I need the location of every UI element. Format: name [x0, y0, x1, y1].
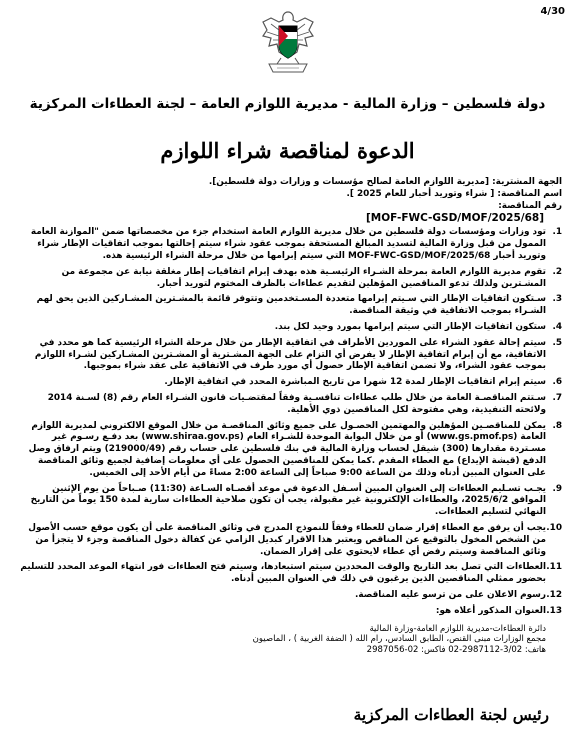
government-line: دولة فلسطين – وزارة المالية - مديرية اللوازم العامة – لجنة العطاءات المركزية — [29, 96, 546, 112]
list-item: 4. ستكون اتفاقيات الإطار التي سيتم إبرامها بمورد وحيد لكل بند. — [274, 321, 562, 332]
item-text: تقوم مديرية اللوازم العامة بمرحلة الشـراء الرئيسـية هذه بهدف إبرام اتفاقيات إطار مغلقة نيابة عن مجموعة من المشـترين ولذلك تدعو المناقصين المؤهلين لتقديم عطاءات بالظرف المختوم لتوريد أحبار. — [61, 266, 546, 289]
item-text: رسوم الاعلان على من ترسو عليه المناقصة. — [354, 589, 546, 600]
list-item: 9. يجـب تسـليم العطاءات إلى العنوان المبين أسـفل الدعوة في موعد أقصـاه السـاعة (11:30) صـباحاً من يوم الإثنين الموافق 2025/6/2، والعطاءات الإلكترونية غير مقبولة، يجب أن تكون صلاحية العطاءات سارية لمدة 150 يوماً من التاريخ النهائي لتسليم العطاءات. — [30, 483, 562, 518]
list-item: 2. تقوم مديرية اللوازم العامة بمرحلة الشـراء الرئيسـية هذه بهدف إبرام اتفاقيات إطار مغلقة نيابة عن مجموعة من المشـترين ولذلك تدعو المناقصين المؤهلين لتقديم عطاءات بالظرف المختوم لتوريد أحبار. — [61, 266, 562, 289]
address-line: دائرة العطاءات-مديرية اللوازم العامة-وزارة المالية — [369, 623, 546, 634]
tender-conditions-list — [18, 227, 562, 617]
item-text: العطاءات التي تصل بعد التاريخ والوقت المحددين سيتم استبعادها، وسيتم فتح العطاءات فور انتهاء الموعد المحدد للتسليم بحضور ممثلي المناقصين الذين يرغبون في ذلك في العنوان المبين أدناه. — [20, 562, 546, 585]
palestine-emblem-icon — [257, 8, 319, 86]
item-text: يمكن للمناقصـين المؤهلين والمهتمين الحصـول على جميع وثائق المناقصـة من خلال الموقع الالكتروني لمديرية اللوازم العامة (www.gs.pmof.ps) أو من خلال البوابة الموحدة للشـراء العام (www.shiraa.gov.ps) بعد دفـع رسـوم غير مسـتردة مقدارها (300) شيقل لحساب وزارة المالية في بنك فلسطين على حساب رقم (219000/49) ويتم ارفاق وصل الدفع (قيشة الإيداع) مع العطاء المقدم .كما يمكن للمناقصين الحصول على أي معلومات إضافية لجميع وثائق المناقصة على العنوان المبين أدناه وذلك من الساعة 9:00 صباحاً إلى الساعة 2:00 مساءً من أيام الأحد إلى الخميس. — [28, 420, 546, 478]
address-block — [18, 624, 546, 656]
item-text: العنوان المذكور أعلاه هو: — [435, 605, 546, 616]
tender-number: [MOF-FWC-GSD/MOF/2025/68] — [365, 212, 544, 225]
list-item: 8. يمكن للمناقصـين المؤهلين والمهتمين الحصـول على جميع وثائق المناقصـة من خلال الموقع الالكتروني لمديرية اللوازم العامة (www.gs.pmof.ps) أو من خلال البوابة الموحدة للشـراء العام (www.shiraa.gov.ps) بعد دفـع رسـوم غير مسـتردة مقدارها (300) شيقل لحساب وزارة المالية في بنك فلسطين على حساب رقم (219000/49) ويتم ارفاق وصل الدفع (قيشة الإيداع) مع العطاء المقدم .كما يمكن للمناقصين الحصول على أي معلومات إضافية لجميع وثائق المناقصة على العنوان المبين أدناه وذلك من الساعة 9:00 صباحاً إلى الساعة 2:00 مساءً من أيام الأحد إلى الخميس. — [28, 420, 562, 478]
item-text: يجب أن يرفق مع العطاء إقرار ضمان للعطاء وفقاً للنموذج المدرج في وثائق المناقصة على أن يكون موقع حسب الأصول من الشخص المخول بالتوقيع عن المناقص ويعتبر هذا الاقرار كبديل الزامي عن كفالة دخول المناقصة وجزء لا يتجزأ من وثائق المناقصة وسيتم رفض أي عطاء لايحتوي على إقرار الضمان. — [28, 522, 546, 557]
buyer-line: الجهة المشترية: [مديرية اللوازم العامة لصالح مؤسسات و وزارات دولة فلسطين]. — [208, 177, 562, 187]
list-item: 11. العطاءات التي تصل بعد التاريخ والوقت المحددين سيتم استبعادها، وسيتم فتح العطاءات فور انتهاء الموعد المحدد للتسليم بحضور ممثلي المناقصين الذين يرغبون في ذلك في العنوان المبين أدناه. — [20, 562, 562, 585]
flag-shield — [279, 26, 297, 58]
tender-number-label: رقم المناقصة: — [498, 200, 562, 211]
item-text: ستكون اتفاقيات الإطار التي سيتم إبرامها بمورد وحيد لكل بند. — [274, 321, 546, 332]
tender-name-line: اسم المناقصة: [ شراء وتوريد أحبار للعام 2025 ]. — [346, 188, 562, 199]
contact-line: هاتف: 3/02-2987112-02 فاكس: 02-2987056 — [366, 644, 546, 655]
page-number: 4/30 — [540, 6, 565, 17]
item-text: تود وزارات ومؤسسات دولة فلسطين من خلال مديرية اللوازم العامة استخدام جزء من مخصصاتها ضمن "الموازنة العامة الممول من قبل وزارة المالية لتسديد المبالغ المستحقة بموجب عقود شراء سيتم إحالتها بموجب اتفاقيات الإطار شراء وتوريد أحبار MOF-FWC-GSD/MOF/2025/68 التي سيتم إبرامها من خلال مرحلة الشراء الرئيسية هذه. — [30, 227, 546, 261]
item-text: سيتم إبرام اتفاقيات الإطار لمدة 12 شهرا من تاريخ المباشرة المحدد في اتفاقية الإطار. — [164, 377, 546, 388]
item-text: سـتكون اتفاقيات الإطار التي سـيتم إبرامها متعددة المسـتخدمين وتتوفر قائمة بالمشـترين المشـاركين الذين يحق لهم الشـراء بموجب الاتفاقية في وثيقة المناقصة. — [36, 294, 546, 317]
item-text: سيتم إحالة عقود الشراء على الموردين الأطراف في اتفاقية الإطار من خلال مرحلة الشراء الرئيسية كما هو محدد في الاتفاقية، مع أن إبرام اتفاقية الإطار لا يفرض أي التزام على الجهة المشـترية أو المشـترين المشـاركين لشـراء اللوازم بموجب عقود الشراء، ولا تضمن اتفاقية الإطار حصول أي مورد طرف في الاتفاقية على عقد شراء بموجبها. — [34, 337, 546, 372]
list-item: 12. رسوم الاعلان على من ترسو عليه المناقصة. — [354, 589, 562, 600]
signature-title: رئيس لجنة العطاءات المركزية — [353, 705, 549, 724]
list-item: 1. تود وزارات ومؤسسات دولة فلسطين من خلال مديرية اللوازم العامة استخدام جزء من مخصصاتها ضمن "الموازنة العامة الممول من قبل وزارة المالية لتسديد المبالغ المستحقة بموجب عقود شراء سيتم إحالتها بموجب اتفاقيات الإطار شراء وتوريد أحبار MOF-FWC-GSD/MOF/2025/68 التي سيتم إبرامها من خلال مرحلة الشراء الرئيسية هذه. — [30, 227, 562, 261]
list-item: 10. يجب أن يرفق مع العطاء إقرار ضمان للعطاء وفقاً للنموذج المدرج في وثائق المناقصة على أن يكون موقع حسب الأصول من الشخص المخول بالتوقيع عن المناقص ويعتبر هذا الاقرار كبديل الزامي عن كفالة دخول المناقصة وجزء لا يتجزأ من وثائق المناقصة وسيتم رفض أي عطاء لايحتوي على إقرار الضمان. — [28, 522, 562, 557]
list-item: 3. سـتكون اتفاقيات الإطار التي سـيتم إبرامها متعددة المسـتخدمين وتتوفر قائمة بالمشـترين المشـاركين الذين يحق لهم الشـراء بموجب الاتفاقية في وثيقة المناقصة. — [36, 294, 562, 317]
list-item: 6. سيتم إبرام اتفاقيات الإطار لمدة 12 شهرا من تاريخ المباشرة المحدد في اتفاقية الإطار. — [164, 377, 562, 388]
item-text: يجـب تسـليم العطاءات إلى العنوان المبين أسـفل الدعوة في موعد أقصـاه السـاعة (11:30) صـباحاً من يوم الإثنين الموافق 2025/6/2، والعطاءات الإلكترونية غير مقبولة، يجب أن تكون صلاحية العطاءات سارية لمدة 150 يوماً من التاريخ النهائي لتسليم العطاءات. — [30, 483, 546, 518]
list-item: 13. العنوان المذكور أعلاه هو: — [435, 605, 562, 616]
item-text: سـتتم المناقصـة العامة من خلال طلب عطاءات تنافسـية وفقاً لمقتضـيات قانون الشـراء العام رقم (8) لسـنة 2014 ولائحته التنفيذية، وهي مفتوحة لكل المناقصين ذوي الأهلية. — [47, 392, 546, 415]
document-title: الدعوة لمناقصة شراء اللوازم — [160, 138, 415, 163]
list-item: 5. سيتم إحالة عقود الشراء على الموردين الأطراف في اتفاقية الإطار من خلال مرحلة الشراء الرئيسية كما هو محدد في الاتفاقية، مع أن إبرام اتفاقية الإطار لا يفرض أي التزام على الجهة المشـترية أو المشـترين المشـاركين لشـراء اللوازم بموجب عقود الشراء، ولا تضمن اتفاقية الإطار حصول أي مورد طرف في الاتفاقية على عقد شراء بموجبها. — [34, 337, 562, 372]
document-body — [18, 177, 562, 655]
list-item: 7. سـتتم المناقصـة العامة من خلال طلب عطاءات تنافسـية وفقاً لمقتضـيات قانون الشـراء العام رقم (8) لسـنة 2014 ولائحته التنفيذية، وهي مفتوحة لكل المناقصين ذوي الأهلية. — [47, 392, 562, 415]
address-line: مجمع الوزارات مبنى القنص، الطابق السادس، رام الله ( الضفة الغربية ) ، الماصيون — [252, 634, 546, 644]
